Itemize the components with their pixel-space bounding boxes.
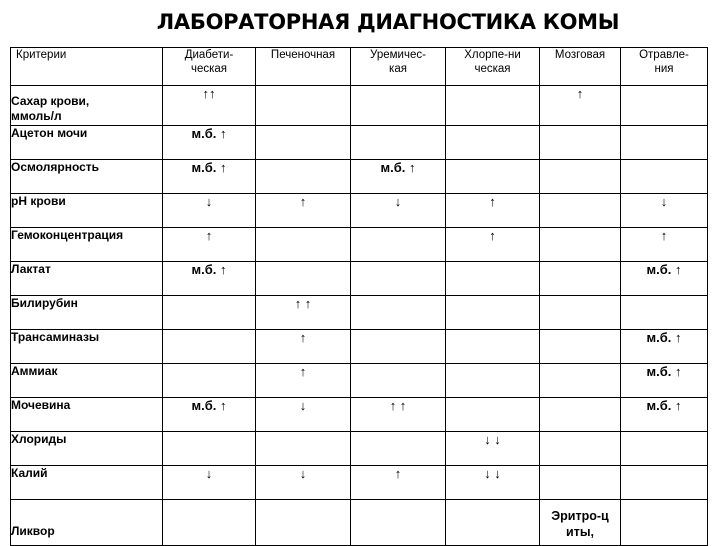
table-cell: ↑ xyxy=(256,364,351,398)
table-cell xyxy=(163,296,256,330)
table-row xyxy=(11,364,708,398)
table-cell: ↓ xyxy=(163,466,256,500)
table-header-row xyxy=(11,48,708,86)
table-row xyxy=(11,228,708,262)
table-cell xyxy=(446,262,540,296)
table-cell xyxy=(256,86,351,126)
table-cell xyxy=(540,330,621,364)
table-cell: м.б. ↑ xyxy=(621,398,708,432)
table-cell xyxy=(351,500,446,546)
row-criterion: Лактат xyxy=(11,262,163,296)
table-cell xyxy=(621,296,708,330)
table-cell: ↓ xyxy=(256,398,351,432)
table-cell: м.б. ↑ xyxy=(163,398,256,432)
table-cell: м.б. ↑ xyxy=(351,160,446,194)
row-criterion: Мочевина xyxy=(11,398,163,432)
table-cell xyxy=(540,296,621,330)
table-cell xyxy=(163,500,256,546)
table-cell xyxy=(446,364,540,398)
table-cell xyxy=(351,126,446,160)
table-cell xyxy=(446,296,540,330)
table-cell xyxy=(351,228,446,262)
table-cell xyxy=(540,126,621,160)
table-row xyxy=(11,160,708,194)
row-criterion: Трансаминазы xyxy=(11,330,163,364)
table-cell: Эритро-ц иты, xyxy=(540,500,621,546)
table-cell xyxy=(621,500,708,546)
table-cell xyxy=(351,262,446,296)
table-cell: ↓ ↓ xyxy=(446,466,540,500)
table-row xyxy=(11,330,708,364)
table-cell xyxy=(540,364,621,398)
table-cell: ↑↑ xyxy=(163,86,256,126)
table-cell xyxy=(540,160,621,194)
table-row xyxy=(11,194,708,228)
table-cell xyxy=(256,432,351,466)
table-cell xyxy=(256,160,351,194)
table-row xyxy=(11,126,708,160)
table-row xyxy=(11,262,708,296)
table-cell xyxy=(621,126,708,160)
table-cell xyxy=(621,160,708,194)
table-row xyxy=(11,296,708,330)
table-body xyxy=(11,86,708,546)
table-cell: м.б. ↑ xyxy=(621,364,708,398)
column-header-cerebral: Мозговая xyxy=(540,48,621,86)
table-cell xyxy=(540,398,621,432)
table-cell: ↑ xyxy=(446,194,540,228)
row-criterion: Ликвор xyxy=(11,500,163,546)
row-criterion: Аммиак xyxy=(11,364,163,398)
row-criterion: Осмолярность xyxy=(11,160,163,194)
table-cell xyxy=(446,86,540,126)
table-cell: ↑ xyxy=(540,86,621,126)
table-row xyxy=(11,86,708,126)
table-cell: ↑ xyxy=(163,228,256,262)
table-cell: ↑ ↑ xyxy=(351,398,446,432)
slide-title: ЛАБОРАТОРНАЯ ДИАГНОСТИКА КОМЫ xyxy=(156,10,620,34)
table-cell: м.б. ↑ xyxy=(163,262,256,296)
table-cell xyxy=(446,330,540,364)
table-cell: ↑ xyxy=(351,466,446,500)
row-criterion: pH крови xyxy=(11,194,163,228)
column-header-hepatic: Печеночная xyxy=(256,48,351,86)
table-cell xyxy=(256,262,351,296)
table-cell: ↑ ↑ xyxy=(256,296,351,330)
table-cell: ↑ xyxy=(256,330,351,364)
table-cell xyxy=(351,330,446,364)
table-cell xyxy=(256,500,351,546)
table-cell xyxy=(446,160,540,194)
table-cell xyxy=(351,364,446,398)
table-cell xyxy=(163,364,256,398)
column-header-uremic: Уремичес- кая xyxy=(351,48,446,86)
table-cell: ↓ xyxy=(163,194,256,228)
table-cell: ↓ xyxy=(351,194,446,228)
row-criterion: Ацетон мочи xyxy=(11,126,163,160)
table-cell xyxy=(621,432,708,466)
table-cell: ↑ xyxy=(256,194,351,228)
table-cell: ↓ xyxy=(621,194,708,228)
column-header-poisoning: Отравле- ния xyxy=(621,48,708,86)
table-cell xyxy=(621,86,708,126)
table-cell xyxy=(351,296,446,330)
table-cell: ↓ xyxy=(256,466,351,500)
column-header-diabetic: Диабети- ческая xyxy=(163,48,256,86)
row-criterion: Сахар крови, ммоль/л xyxy=(11,86,163,126)
table-cell: ↓ ↓ xyxy=(446,432,540,466)
table-cell xyxy=(163,330,256,364)
table-cell: м.б. ↑ xyxy=(163,126,256,160)
table-cell xyxy=(540,228,621,262)
table-cell: м.б. ↑ xyxy=(621,262,708,296)
table-cell: ↑ xyxy=(446,228,540,262)
row-criterion: Билирубин xyxy=(11,296,163,330)
table-cell xyxy=(351,86,446,126)
column-header-criteria: Критерии xyxy=(11,48,163,86)
table-cell: ↑ xyxy=(621,228,708,262)
table-cell xyxy=(446,398,540,432)
table-row xyxy=(11,398,708,432)
table-cell xyxy=(446,500,540,546)
table-cell xyxy=(621,466,708,500)
table-row xyxy=(11,500,708,546)
table-cell xyxy=(540,432,621,466)
table-cell xyxy=(256,126,351,160)
table-cell xyxy=(446,126,540,160)
table-cell xyxy=(351,432,446,466)
table-row xyxy=(11,432,708,466)
table-cell: м.б. ↑ xyxy=(621,330,708,364)
table-row xyxy=(11,466,708,500)
table-cell xyxy=(163,432,256,466)
row-criterion: Хлориды xyxy=(11,432,163,466)
table-cell xyxy=(540,466,621,500)
table-cell xyxy=(256,228,351,262)
column-header-chloropenic: Хлорпе-ни ческая xyxy=(446,48,540,86)
table-cell xyxy=(540,262,621,296)
row-criterion: Калий xyxy=(11,466,163,500)
table-cell: м.б. ↑ xyxy=(163,160,256,194)
table-cell xyxy=(540,194,621,228)
coma-diagnostics-table xyxy=(10,47,708,546)
row-criterion: Гемоконцентрация xyxy=(11,228,163,262)
